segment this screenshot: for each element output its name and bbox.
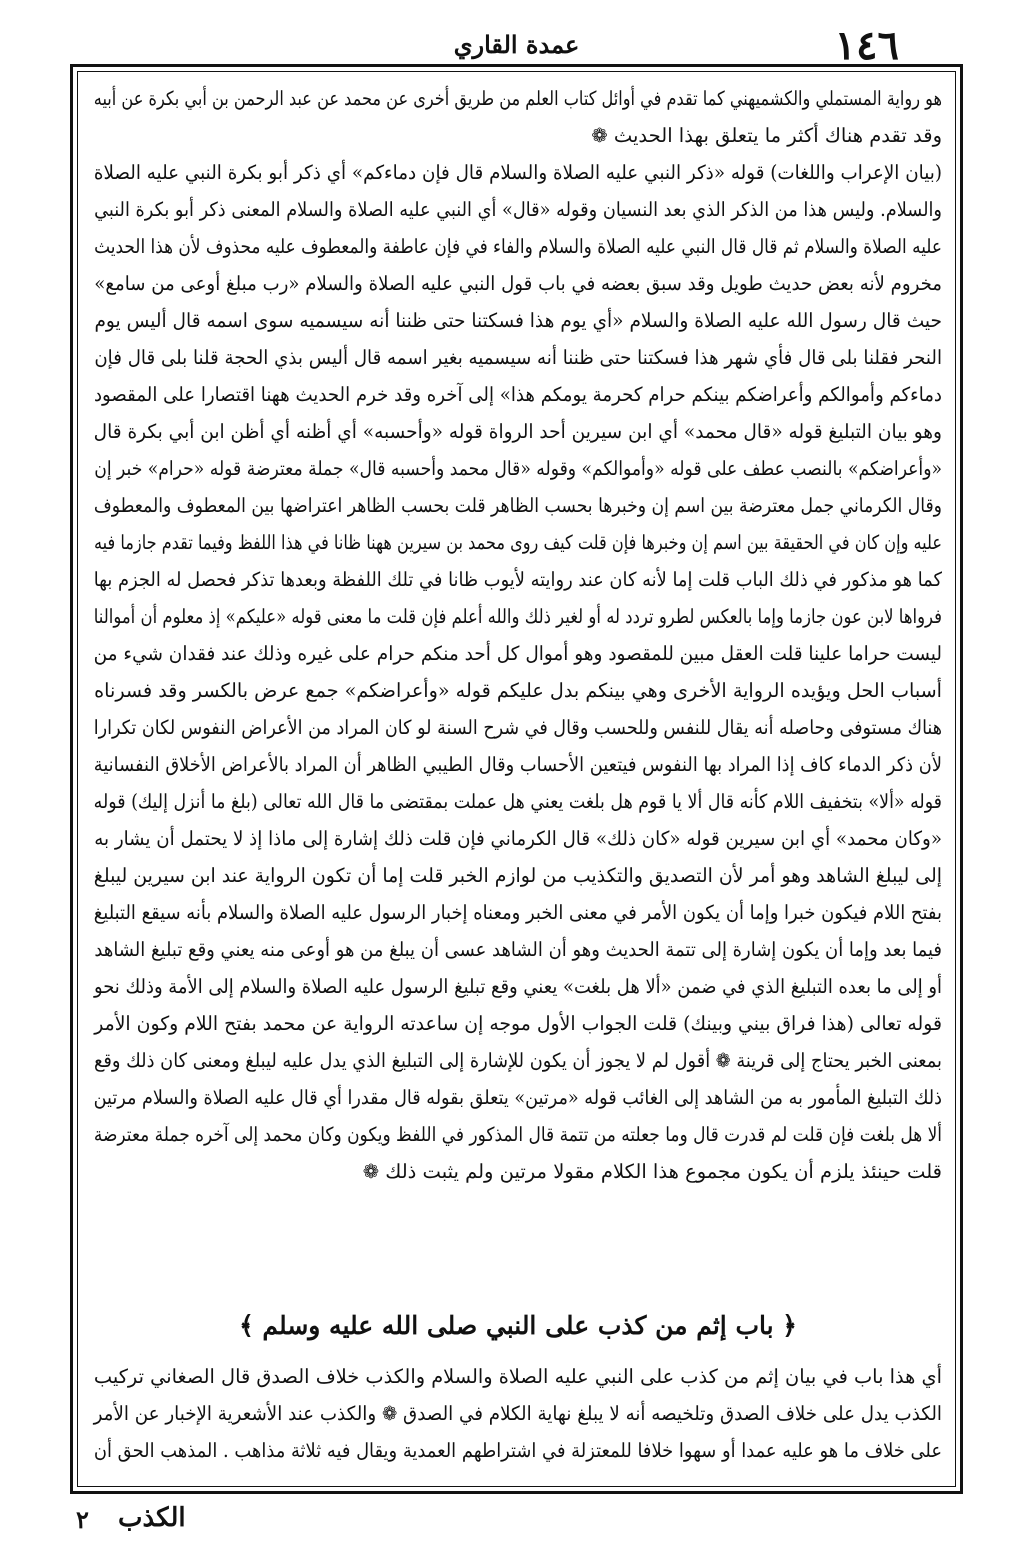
text-line: الكذب يدل على خلاف الصدق وتلخيصه أنه لا يبلغ نهاية الكلام في الصدق ❁ والكذب عند الأشعرية الإخبار عن الأمر [93, 1402, 942, 1425]
commentary-text [94, 80, 942, 1190]
text-line: قلت حينئذ يلزم أن يكون مجموع هذا الكلام مقولا مرتين ولم يثبت ذلك ❁ [362, 1160, 942, 1183]
text-line: وهو بيان التبليغ قوله «قال محمد» أي ابن سيرين أحد الرواة قوله «وأحسبه» أي أظنه أي أظن ابن أبي بكرة قال [93, 420, 942, 443]
chapter-heading: ﴿ باب إثم من كذب على النبي صلى الله عليه وسلم ﴾ [239, 1311, 797, 1340]
text-line: أسباب الحل ويؤيده الرواية الأخرى وهي بينكم بدل عليكم قوله «وأعراضكم» جمع عرض بالكسر وقد فسرناه [94, 679, 942, 702]
text-line: وقد تقدم هناك أكثر ما يتعلق بهذا الحديث ❁ [591, 124, 942, 147]
text-line: كما هو مذكور في ذلك الباب قلت إما لأنه كان عند روايته لأيوب ظانا في تلك اللفظة وبعدها تذكر فحصل له الجزم بها [93, 568, 942, 591]
text-line: ذلك التبليغ المأمور به من الشاهد إلى الغائب قوله «مرتين» يتعلق بقوله قال مقدرا أي قال عليه الصلاة والسلام مرتين [93, 1086, 942, 1109]
text-line: «وكان محمد» أي ابن سيرين قوله «كان ذلك» قال الكرماني فإن قلت ذلك إشارة إلى ماذا إذ لا يحتمل أن يشار به [94, 827, 942, 850]
text-line: بمعنى الخبر يحتاج إلى قرينة ❁ أقول لم لا يجوز أن يكون للإشارة إلى التبليغ الذي يدل عليه ليبلغ ومعنى كان ذلك وقع [93, 1049, 943, 1072]
chapter-commentary-text [94, 1358, 942, 1469]
text-line: (بيان الإعراب واللغات) قوله «ذكر النبي عليه الصلاة والسلام قال فإن دماءكم» أي ذكر أبو بكرة النبي عليه الصلاة [93, 161, 942, 184]
text-line: عليه الصلاة والسلام ثم قال قال النبي عليه الصلاة والسلام والفاء في فإن عاطفة والمعطوف عليه محذوف لأن هذا الحديث [94, 235, 942, 258]
text-line: على خلاف ما هو عليه عمدا أو سهوا خلافا للمعتزلة في اشتراطهم العمدية ويقال فيه ثلاثة مذاهب . المذهب الحق أن [93, 1439, 943, 1462]
signature-mark: ٢ [76, 1505, 89, 1534]
running-head: عمدة القاري [453, 30, 580, 59]
text-line: عليه وإن كان في الحقيقة بين اسم إن وخبرها فإن قلت كيف روى محمد بن سيرين ههنا ظانا في هذا اللفظ وفيما تقدم جازما فيه [94, 531, 942, 554]
text-line: أي هذا باب في بيان إثم من كذب على النبي عليه الصلاة والسلام والكذب خلاف الصدق قال الصغاني تركيب [93, 1365, 942, 1388]
text-line: لأن ذكر الدماء كاف إذا المراد بها النفوس فيتعين الأحساب وقال الطيبي الظاهر أن المراد بالأعراض الأخلاق النفسانية [93, 753, 942, 776]
text-line: حيث قال رسول الله عليه الصلاة والسلام «أي يوم هذا فسكتنا حتى ظننا أنه سيسميه سوى اسمه قال أليس يوم [94, 309, 943, 332]
text-line: ألا هل بلغت فإن قلت لم قدرت قال وما جعلته من تتمة قال المذكور في اللفظ ويكون وكان محمد إلى آخره جملة معترضة [93, 1123, 942, 1146]
text-line: قوله تعالى (هذا فراق بيني وبينك) قلت الجواب الأول موجه إن ساعدته الرواية عن محمد بفتح اللام وكون الأمر [94, 1012, 942, 1035]
text-line: أو إلى ما بعده التبليغ الذي في ضمن «ألا هل بلغت» يعني وقع تبليغ الرسول عليه الصلاة والسلام إلى الأمة وذلك نحو [93, 975, 942, 998]
text-line: دماءكم وأموالكم وأعراضكم بينكم حرام كحرمة يومكم هذا» إلى آخره وقد خرم الحديث ههنا اقتصارا على المقصود [93, 383, 943, 406]
text-line: ليست حراما علينا قلت العقل مبين للمقصود وهو أموال كل أحد منكم حرام على غيره وذلك عند فقدان شيء من [93, 642, 942, 665]
text-line: فيما بعد وإما أن يكون إشارة إلى تتمة الحديث وهو أن الشاهد عسى أن يبلغ من هو أوعى منه يعني وقع تبليغ الشاهد [94, 938, 942, 961]
text-line: والسلام. وليس هذا من الذكر الذي بعد النسيان وقوله «قال» أي النبي عليه الصلاة والسلام المعنى ذكر أبو بكرة النبي [94, 198, 943, 221]
catchword: الكذب [118, 1503, 186, 1533]
text-line: قوله «ألا» بتخفيف اللام كأنه قال ألا يا قوم هل بلغت يعني هل عملت بمقتضى ما قال الله تعالى (بلغ ما أنزل إليك) قوله [93, 790, 943, 813]
text-line: إلى ليبلغ الشاهد وهو أمر لأن التصديق والتكذيب من لوازم الخبر قلت إما أن تكون الرواية عند ابن سيرين ليبلغ [93, 864, 942, 887]
text-line: «وأعراضكم» بالنصب عطف على قوله «وأموالكم» وقوله «قال محمد وأحسبه قال» جملة معترضة قوله «حرام» خبر إن [94, 457, 943, 480]
text-line: وقال الكرماني جمل معترضة بين اسم إن وخبرها بحسب الظاهر قلت بحسب الظاهر اعتراضها بين المعطوف والمعطوف [93, 494, 943, 517]
text-line: فرواها لابن عون جازما وإما بالعكس لطرو تردد له أو لغير ذلك والله أعلم فإن قلت ما معنى قوله «عليكم» إذ معلوم أن أموالنا [93, 605, 943, 628]
page-number: ١٤٦ [834, 22, 899, 69]
text-line: النحر فقلنا بلى قال فأي شهر هذا فسكتنا حتى ظننا أنه سيسميه بغير اسمه قال أليس بذي الحجة قلنا بلى قال فإن [94, 346, 943, 369]
text-line: هناك مستوفى وحاصله أنه يقال للنفس وللحسب وقال في شرح السنة لو كان المراد من الأعراض النفوس لكان تكرارا [93, 716, 942, 739]
text-line: مخروم لأنه بعض حديث طويل وقد سبق بعضه في باب قول النبي عليه الصلاة والسلام «رب مبلغ أوعى من سامع» [94, 272, 942, 295]
text-line: بفتح اللام فيكون خبرا وإما أن يكون الأمر في معنى الخبر ومعناه إخبار الرسول عليه الصلاة والسلام بأنه سيقع التبليغ [93, 901, 942, 924]
text-line: هو رواية المستملي والكشميهني كما تقدم في أوائل كتاب العلم من طريق أخرى عن محمد عن عبد الرحمن بن أبي بكرة عن أبيه [93, 87, 942, 110]
